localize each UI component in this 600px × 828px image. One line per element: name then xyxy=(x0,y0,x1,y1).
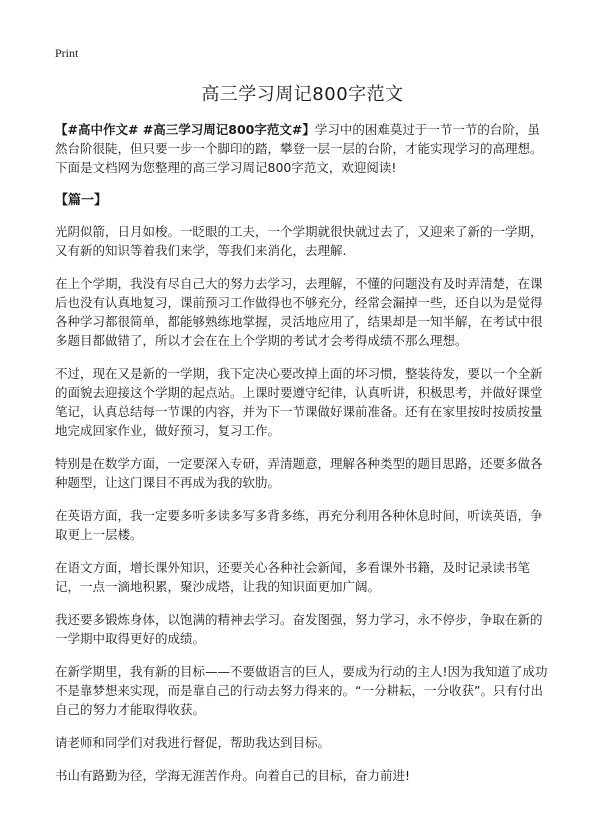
print-label: Print xyxy=(55,46,79,60)
paragraph: 在新学期里，我有新的目标——不要做语言的巨人，要成为行动的主人!因为我知道了成功不是靠梦想来实现，而是靠自己的行动去努力得来的。“一分耕耘，一分收获”。只有付出自己的努力才能取得收获。 xyxy=(55,664,548,717)
intro-text: 学习中的困难莫过于一节一节的台阶，虽然台阶很陡，但只要一步一个脚印的踏，攀登一层一层的台阶，才能实现学习的高理想。下面是文档网为您整理的高三学习周记800字范文，欢迎阅读! xyxy=(55,122,543,175)
paragraph: 请老师和同学们对我进行督促，帮助我达到目标。 xyxy=(55,735,331,750)
paragraph: 在语文方面，增长课外知识，还要关心各种社会新闻，多看课外书籍，及时记录读书笔记，一点一滴地积累，聚沙成塔，让我的知识面更加广阔。 xyxy=(55,560,531,594)
paragraph: 在上个学期，我没有尽自己大的努力去学习，去理解，不懂的问题没有及时弄清楚，在课后也没有认真地复习，课前预习工作做得也不够充分，经常会漏掉一些，还自以为是觉得各种学习都很简单，都能够熟练地掌握，灵活地应用了，结果却是一知半解，在考试中很多题目都做错了，所以才会在在上个学期的考试才会考得成绩不那么理想。 xyxy=(55,276,543,348)
paragraph: 书山有路勤为径，学海无涯苦作舟。向着自己的目标，奋力前进! xyxy=(55,768,411,783)
section-heading: 【篇一】 xyxy=(55,193,108,208)
paragraph: 在英语方面，我一定要多听多读多写多背多练，再充分利用各种休息时间，听读英语，争取更上一层楼。 xyxy=(55,508,543,542)
page-title: 高三学习周记800字范文 xyxy=(201,84,404,105)
intro-tag: 【#高中作文# #高三学习周记800字范文#】 xyxy=(55,122,315,137)
paragraph: 不过，现在又是新的一学期，我下定决心要改掉上面的坏习惯，整装待发，要以一个全新的面貌去迎接这个学期的起点站。上课时要遵守纪律，认真听讲，积极思考，并做好课堂笔记，认真总结每一节课的内容，并为下一节课做好课前准备。还有在家里按时按质按量地完成回家作业，做好预习，复习工作。 xyxy=(55,366,543,438)
paragraph: 我还要多锻炼身体，以饱满的精神去学习。奋发图强，努力学习，永不停步，争取在新的一学期中取得更好的成绩。 xyxy=(55,612,543,646)
paragraph: 光阴似箭，日月如梭。一眨眼的工夫，一个学期就很快就过去了，又迎来了新的一学期，又有新的知识等着我们来学，等我们来消化，去理解. xyxy=(55,224,543,258)
paragraph: 特别是在数学方面，一定要深入专研，弄清题意，理解各种类型的题目思路，还要多做各种题型，让这门课目不再成为我的软肋。 xyxy=(55,456,543,490)
document-body xyxy=(55,80,550,799)
intro-paragraph xyxy=(55,120,550,177)
